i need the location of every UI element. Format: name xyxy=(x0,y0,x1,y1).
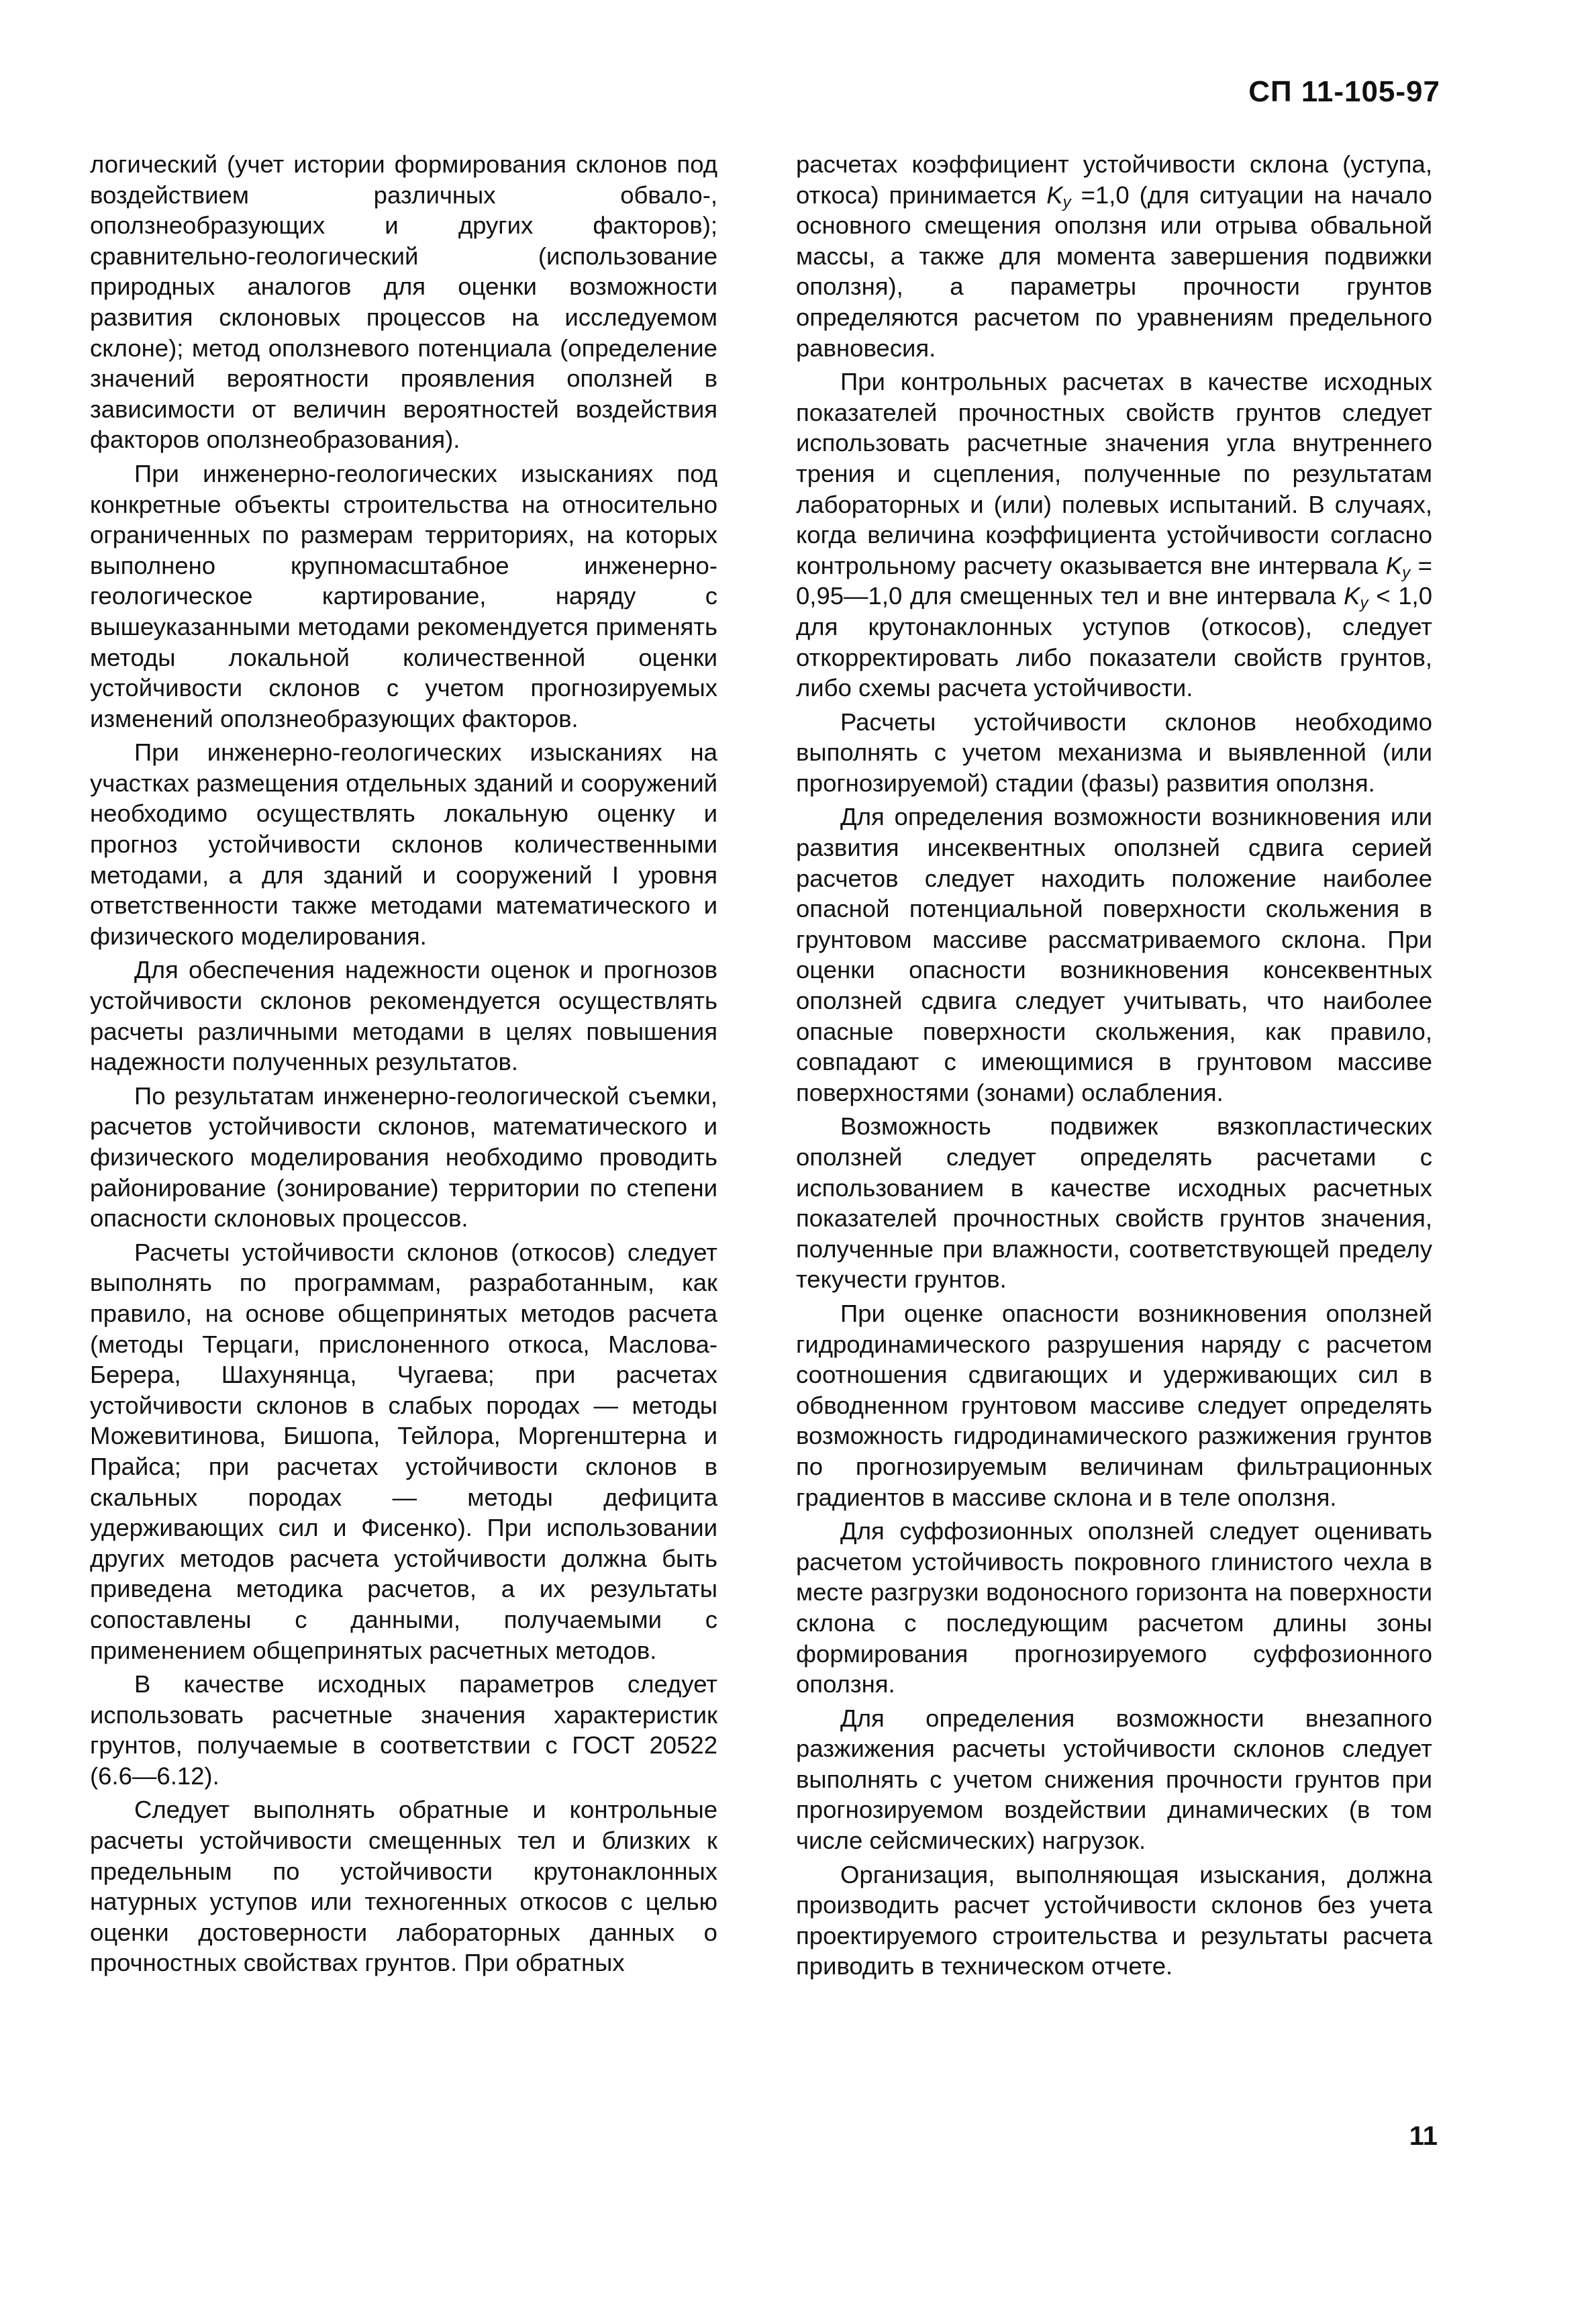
text-run: < 1,0 для крутонаклонных уступов (откосов), следует откорректировать либо показатели свойств грунтов, либо схемы расчета устойчивости. xyxy=(796,582,1432,702)
paragraph: При инженерно-геологических изысканиях под конкретные объекты строительства на относительно ограниченных по размерам территориях, на которых выполнено крупномасштабное инженерно-геологическое картирование, наряду с вышеуказанными методами рекомендуется применять методы локальной количественной оценки устойчивости склонов с учетом прогнозируемых изменений оползнеобразующих факторов. xyxy=(90,459,717,732)
paragraph: По результатам инженерно-геологической съемки, расчетов устойчивости склонов, математического и физического моделирования необходимо проводить районирование (зонирование) территории по степени опасности склоновых процессов. xyxy=(90,1081,717,1233)
ky-subscript: y xyxy=(1062,193,1071,211)
page-number: 11 xyxy=(1409,2121,1438,2151)
paragraph: Организация, выполняющая изыскания, должна производить расчет устойчивости склонов без учета проектируемого строительства и результаты расчета приводить в техническом отчете. xyxy=(796,1860,1432,1980)
text-run: расчетах коэффициент устойчивости склона (уступа, откоса) принимается xyxy=(796,150,1432,209)
paragraph: Для обеспечения надежности оценок и прогнозов устойчивости склонов рекомендуется осуществлять расчеты различными методами в целях повышения надежности полученных результатов. xyxy=(90,956,717,1076)
left-column xyxy=(90,149,717,1982)
ky-subscript: y xyxy=(1360,594,1368,613)
ky-letter: K xyxy=(1046,181,1063,209)
text-run: =1,0 (для ситуации на начало основного смещения оползня или отрыва обвальной массы, а также для момента завершения подвижки оползня), а параметры прочности грунтов определяются расчетом по уравнениям предельного равновесия. xyxy=(796,181,1432,362)
paragraph: Следует выполнять обратные и контрольные расчеты устойчивости смещенных тел и близких к предельным по устойчивости крутонаклонных натурных уступов или техногенных откосов с целью оценки достоверности лабораторных данных о прочностных свойствах грунтов. При обратных xyxy=(90,1796,717,1977)
paragraph: Для определения возможности внезапного разжижения расчеты устойчивости склонов следует выполнять с учетом снижения прочности грунтов при прогнозируемом воздействии динамических (в том числе сейсмических) нагрузок. xyxy=(796,1704,1432,1855)
text-run: При контрольных расчетах в качестве исходных показателей прочностных свойств грунтов следует использовать расчетные значения угла внутреннего трения и сцепления, полученные по результатам лабораторных и (или) полевых испытаний. В случаях, когда величина коэффициента устойчивости согласно контрольному расчету оказывается вне интервала xyxy=(796,368,1432,579)
paragraph: Возможность подвижек вязкопластических оползней следует определять расчетами с использованием в качестве исходных расчетных показателей прочностных свойств грунтов значения, полученные при влажности, соответствующей пределу текучести грунтов. xyxy=(796,1112,1432,1294)
paragraph: При оценке опасности возникновения оползней гидродинамического разрушения наряду с расчетом соотношения сдвигающих и удерживающих сил в обводненном грунтовом массиве следует определять возможность гидродинамического разжижения грунтов по прогнозируемым величинам фильтрационных градиентов в массиве склона и в теле оползня. xyxy=(796,1299,1432,1511)
ky-symbol xyxy=(1046,181,1070,209)
paragraph: Расчеты устойчивости склонов (откосов) следует выполнять по программам, разработанным, как правило, на основе общепринятых методов расчета (методы Терцаги, прислоненного откоса, Маслова-Берера, Шахунянца, Чугаева; при расчетах устойчивости склонов в слабых породах — методы Можевитинова, Бишопа, Тейлора, Моргенштерна и Прайса; при расчетах устойчивости склонов в скальных породах — методы дефицита удерживающих сил и Фисенко). При использовании других методов расчета устойчивости должна быть приведена методика расчетов, а их результаты сопоставлены с данными, получаемыми с применением общепринятых расчетных методов. xyxy=(90,1238,717,1664)
paragraph: В качестве исходных параметров следует использовать расчетные значения характеристик грунтов, получаемые в соответствии с ГОСТ 20522 (6.6—6.12). xyxy=(90,1670,717,1790)
ky-symbol xyxy=(1344,582,1368,613)
document-code: СП 11-105-97 xyxy=(1248,75,1440,108)
paragraph: Для суффозионных оползней следует оценивать расчетом устойчивость покровного глинистого чехла в месте разгрузки водоносного горизонта на поверхности склона с последующим расчетом длины зоны формирования прогнозируемого суффозионного оползня. xyxy=(796,1517,1432,1698)
ky-letter: K xyxy=(1344,582,1360,610)
text-run: = 0,95—1,0 для смещенных тел и вне интервала xyxy=(796,551,1432,610)
ky-symbol xyxy=(1385,551,1411,582)
paragraph-control-calc xyxy=(796,367,1432,704)
paragraph: Расчеты устойчивости склонов необходимо выполнять с учетом механизма и выявленной (или прогнозируемой) стадии (фазы) развития оползня. xyxy=(796,708,1432,797)
ky-letter: K xyxy=(1385,551,1403,579)
paragraph: При инженерно-геологических изысканиях на участках размещения отдельных зданий и сооружений необходимо осуществлять локальную оценку и прогноз устойчивости склонов количественными методами, а для зданий и сооружений I уровня ответственности также методами математического и физического моделирования. xyxy=(90,738,717,950)
ky-subscript: y xyxy=(1402,563,1411,582)
right-column xyxy=(796,149,1432,1985)
paragraph-ky-definition xyxy=(796,149,1432,363)
paragraph: Для определения возможности возникновения или развития инсеквентных оползней сдвига серией расчетов следует находить положение наиболее опасной потенциальной поверхности скольжения в грунтовом массиве рассматриваемого склона. При оценки опасности возникновения консеквентных оползней сдвига следует учитывать, что наиболее опасные поверхности скольжения, как правило, совпадают с имеющимися в грунтовом массиве поверхностями (зонами) ослабления. xyxy=(796,803,1432,1106)
paragraph: логический (учет истории формирования склонов под воздействием различных обвало-, оползнеобразующих и других факторов); сравнительно-геологический (использование природных аналогов для оценки возможности развития склоновых процессов на исследуемом склоне); метод оползневого потенциала (определение значений вероятности проявления оползней в зависимости от величин вероятностей воздействия факторов оползнеобразования). xyxy=(90,150,717,454)
